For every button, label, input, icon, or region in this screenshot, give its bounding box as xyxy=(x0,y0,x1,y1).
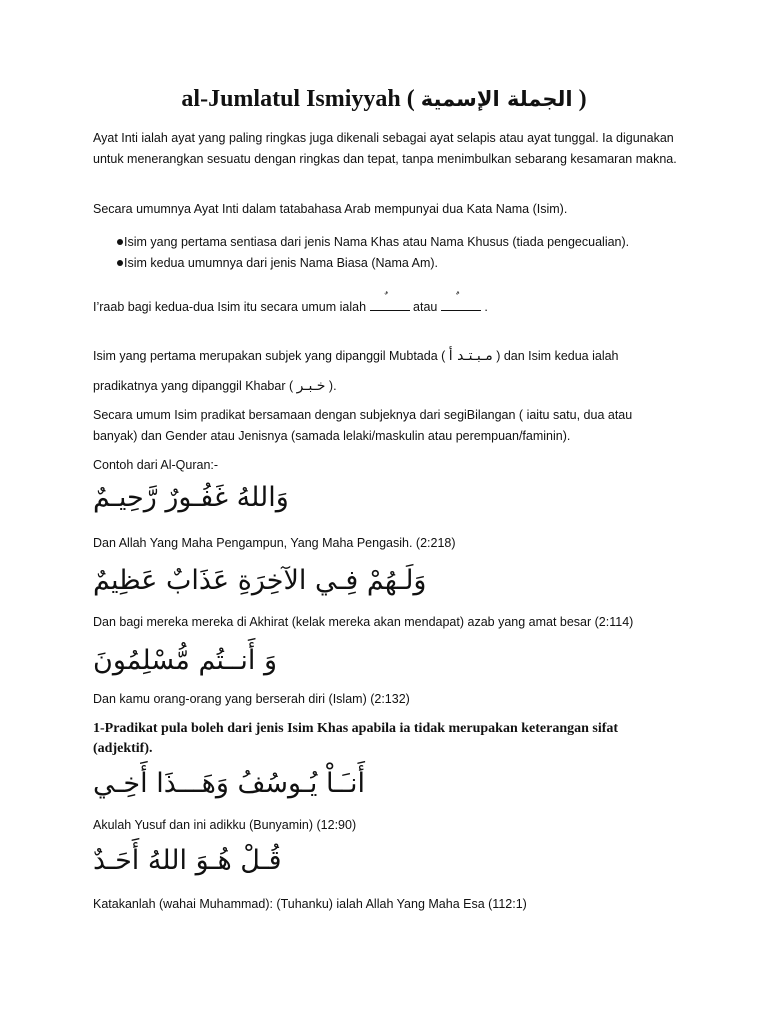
title-open-paren: ( xyxy=(406,86,415,112)
agreement-paragraph: Secara umum Isim pradikat bersamaan dengan subjeknya dari segiBilangan ( iaitu satu, dua atau banyak) dan Gender atau Jenisnya (samada lelaki/maskulin atau perempuan/faminin). xyxy=(93,408,633,443)
bullet-item: Isim kedua umumnya dari jenis Nama Biasa (Nama Am). xyxy=(93,253,693,274)
verse-meaning: Akulah Yusuf dan ini adikku (Bunyamin) (12:90) xyxy=(93,818,357,832)
mubtada-arabic: مـبـتـد أ xyxy=(448,348,493,364)
page-title xyxy=(0,86,768,113)
title-latin: al-Jumlatul Ismiyyah xyxy=(181,86,401,112)
subject-paragraph: Isim yang pertama merupakan subjek yang dipanggil Mubtada ( مـبـتـد أ ) dan Isim kedua ialah pradikatnya yang dipanggil Khabar ( خـبـر ). xyxy=(93,348,619,394)
title-close-paren: ) xyxy=(578,86,587,112)
verse-meaning: Dan bagi mereka mereka di Akhirat (kelak mereka akan mendapat) azab yang amat besar (2:114) xyxy=(93,615,634,629)
bullet-item: Isim yang pertama sentiasa dari jenis Nama Khas atau Nama Khusus (tiada pengecualian). xyxy=(93,232,693,253)
iraab-paragraph: I’raab bagi kedua-dua Isim itu secara umum ialah atau . xyxy=(93,300,488,314)
iraab-blank-1 xyxy=(370,300,410,311)
rule-1-heading: 1-Pradikat pula boleh dari jenis Isim Khas apabila ia tidak merupakan keterangan sifat (adjektif). xyxy=(93,721,619,756)
bullet-dot-icon xyxy=(117,239,123,245)
quran-verse-2-132: وَ أَنــتُم مُّسْلِمُونَ xyxy=(93,645,278,676)
verse-meaning: Dan Allah Yang Maha Pengampun, Yang Maha Pengasih. (2:218) xyxy=(93,536,456,550)
quran-verse-2-114: وَلَـهُمْ فِـي الآخِرَةِ عَذَابٌ عَظِيمٌ xyxy=(93,565,427,596)
quran-verse-12-90: أَنـَـاْ يُـوسُفُ وَهَـــذَا أَخِـي xyxy=(93,768,366,799)
iraab-blank-2 xyxy=(441,300,481,311)
general-paragraph: Secara umumnya Ayat Inti dalam tatabahasa Arab mempunyai dua Kata Nama (Isim). xyxy=(93,202,568,216)
verse-meaning: Katakanlah (wahai Muhammad): (Tuhanku) ialah Allah Yang Maha Esa (112:1) xyxy=(93,897,527,911)
intro-paragraph: Ayat Inti ialah ayat yang paling ringkas juga dikenali sebagai ayat selapis atau ayat tunggal. Ia digunakan untuk menerangkan sesuatu dengan ringkas dan tepat, tanpa menimbulkan sebarang kesamaran makna. xyxy=(93,131,677,166)
quran-verse-112-1: قُـلْ هُـوَ اللهُ أَحَـدٌ xyxy=(93,845,282,876)
isim-bullet-list xyxy=(93,232,693,274)
khabar-arabic: خـبـر xyxy=(296,378,326,394)
examples-label: Contoh dari Al-Quran:- xyxy=(93,458,219,472)
title-arabic: الجملة الإسمية xyxy=(420,87,573,111)
bullet-dot-icon xyxy=(117,260,123,266)
quran-verse-2-218: وَاللهُ غَفُـورٌ رَّحِيـمٌ xyxy=(93,482,289,513)
verse-meaning: Dan kamu orang-orang yang berserah diri (Islam) (2:132) xyxy=(93,692,410,706)
